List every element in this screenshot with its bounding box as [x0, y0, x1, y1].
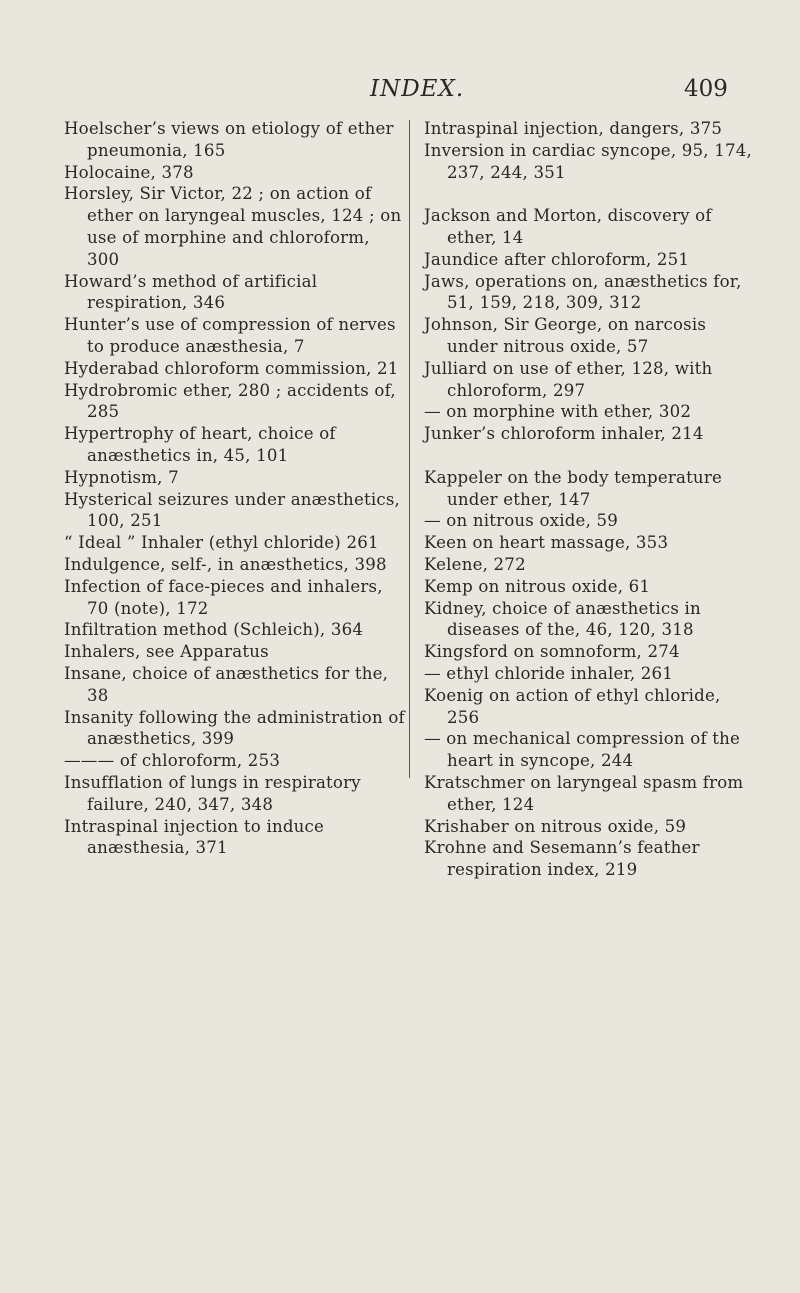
index-entry: Insanity following the administration of anæsthetics, 399 [64, 707, 405, 749]
index-entry: Kappeler on the body temperature under ether, 147 [424, 467, 722, 509]
index-entry: Holocaine, 378 [64, 162, 194, 182]
index-entry: Hysterical seizures under anæsthetics, 100, 251 [64, 489, 401, 531]
index-entry: — ethyl chloride inhaler, 261 [424, 663, 674, 683]
index-entry: — on morphine with ether, 302 [424, 402, 692, 422]
index-entry: Infiltration method (Schleich), 364 [64, 620, 364, 640]
index-entry: Krohne and Sesemann’s feather respiration index, 219 [424, 838, 700, 880]
index-entry: Koenig on action of ethyl chloride, 256 [424, 685, 721, 727]
index-entry: Kemp on nitrous oxide, 61 [424, 576, 651, 596]
index-entry: Inversion in cardiac syncope, 95, 174, 237, 244, 351 [424, 140, 752, 182]
index-entry: Hoelscher’s views on etiology of ether pneumonia, 165 [64, 119, 394, 160]
index-entry: Kingsford on somnoform, 274 [424, 642, 680, 662]
index-entry: Howard’s method of artificial respiration, 346 [64, 271, 318, 313]
index-entry: Intraspinal injection, dangers, 375 [424, 119, 723, 138]
index-entry: Kidney, choice of anæsthetics in diseases of the, 46, 120, 318 [424, 598, 701, 640]
running-header [0, 76, 800, 106]
page-title: INDEX. [370, 76, 465, 102]
index-entry: Infection of face-pieces and inhalers, 70 (note), 172 [64, 576, 383, 618]
index-entry: Hydrobromic ether, 280 ; accidents of, 285 [64, 380, 396, 422]
index-entry: Junker’s chloroform inhaler, 214 [424, 424, 704, 444]
index-column-right [424, 118, 754, 881]
index-entry: Hypnotism, 7 [64, 467, 179, 487]
index-entry: “ Ideal ” Inhaler (ethyl chloride) 261 [64, 533, 379, 553]
index-entry: Jaws, operations on, anæsthetics for, 51, 159, 218, 309, 312 [424, 271, 742, 313]
index-entry: Jackson and Morton, discovery of ether, 14 [424, 206, 712, 247]
index-entry: Kratschmer on laryngeal spasm from ether, 124 [424, 772, 744, 814]
index-entry: Kelene, 272 [424, 554, 526, 574]
letter-group-gap [424, 445, 754, 467]
index-entry: Inhalers, see Apparatus [64, 642, 269, 662]
index-entry: Hunter’s use of compression of nerves to produce anæsthesia, 7 [64, 315, 396, 356]
index-entry: Horsley, Sir Victor, 22 ; on action of ether on laryngeal muscles, 124 ; on use of morphine and chloroform, 300 [64, 184, 402, 269]
index-entry: Hyderabad chloroform commission, 21 [64, 358, 399, 378]
index-entry: Johnson, Sir George, on narcosis under nitrous oxide, 57 [424, 315, 707, 356]
index-entry: ——— of chloroform, 253 [64, 751, 281, 771]
index-entry: Insane, choice of anæsthetics for the, 38 [64, 663, 389, 705]
index-entry: Hypertrophy of heart, choice of anæsthetics in, 45, 101 [64, 424, 336, 465]
index-entry: Jaundice after chloroform, 251 [424, 249, 690, 269]
column-divider [409, 120, 410, 778]
index-entry: — on mechanical compression of the heart in syncope, 244 [424, 729, 741, 771]
index-entry: Insufflation of lungs in respiratory failure, 240, 347, 348 [64, 772, 361, 814]
index-entry: Julliard on use of ether, 128, with chloroform, 297 [424, 358, 713, 400]
letter-group-gap [424, 183, 754, 205]
index-entry: Krishaber on nitrous oxide, 59 [424, 816, 687, 836]
index-entry: Indulgence, self-, in anæsthetics, 398 [64, 554, 387, 574]
index-entry: — on nitrous oxide, 59 [424, 511, 619, 531]
index-entry: Intraspinal injection to induce anæsthesia, 371 [64, 816, 325, 858]
index-entry: Keen on heart massage, 353 [424, 533, 669, 553]
index-column-left [64, 118, 406, 859]
page-number: 409 [684, 76, 728, 102]
